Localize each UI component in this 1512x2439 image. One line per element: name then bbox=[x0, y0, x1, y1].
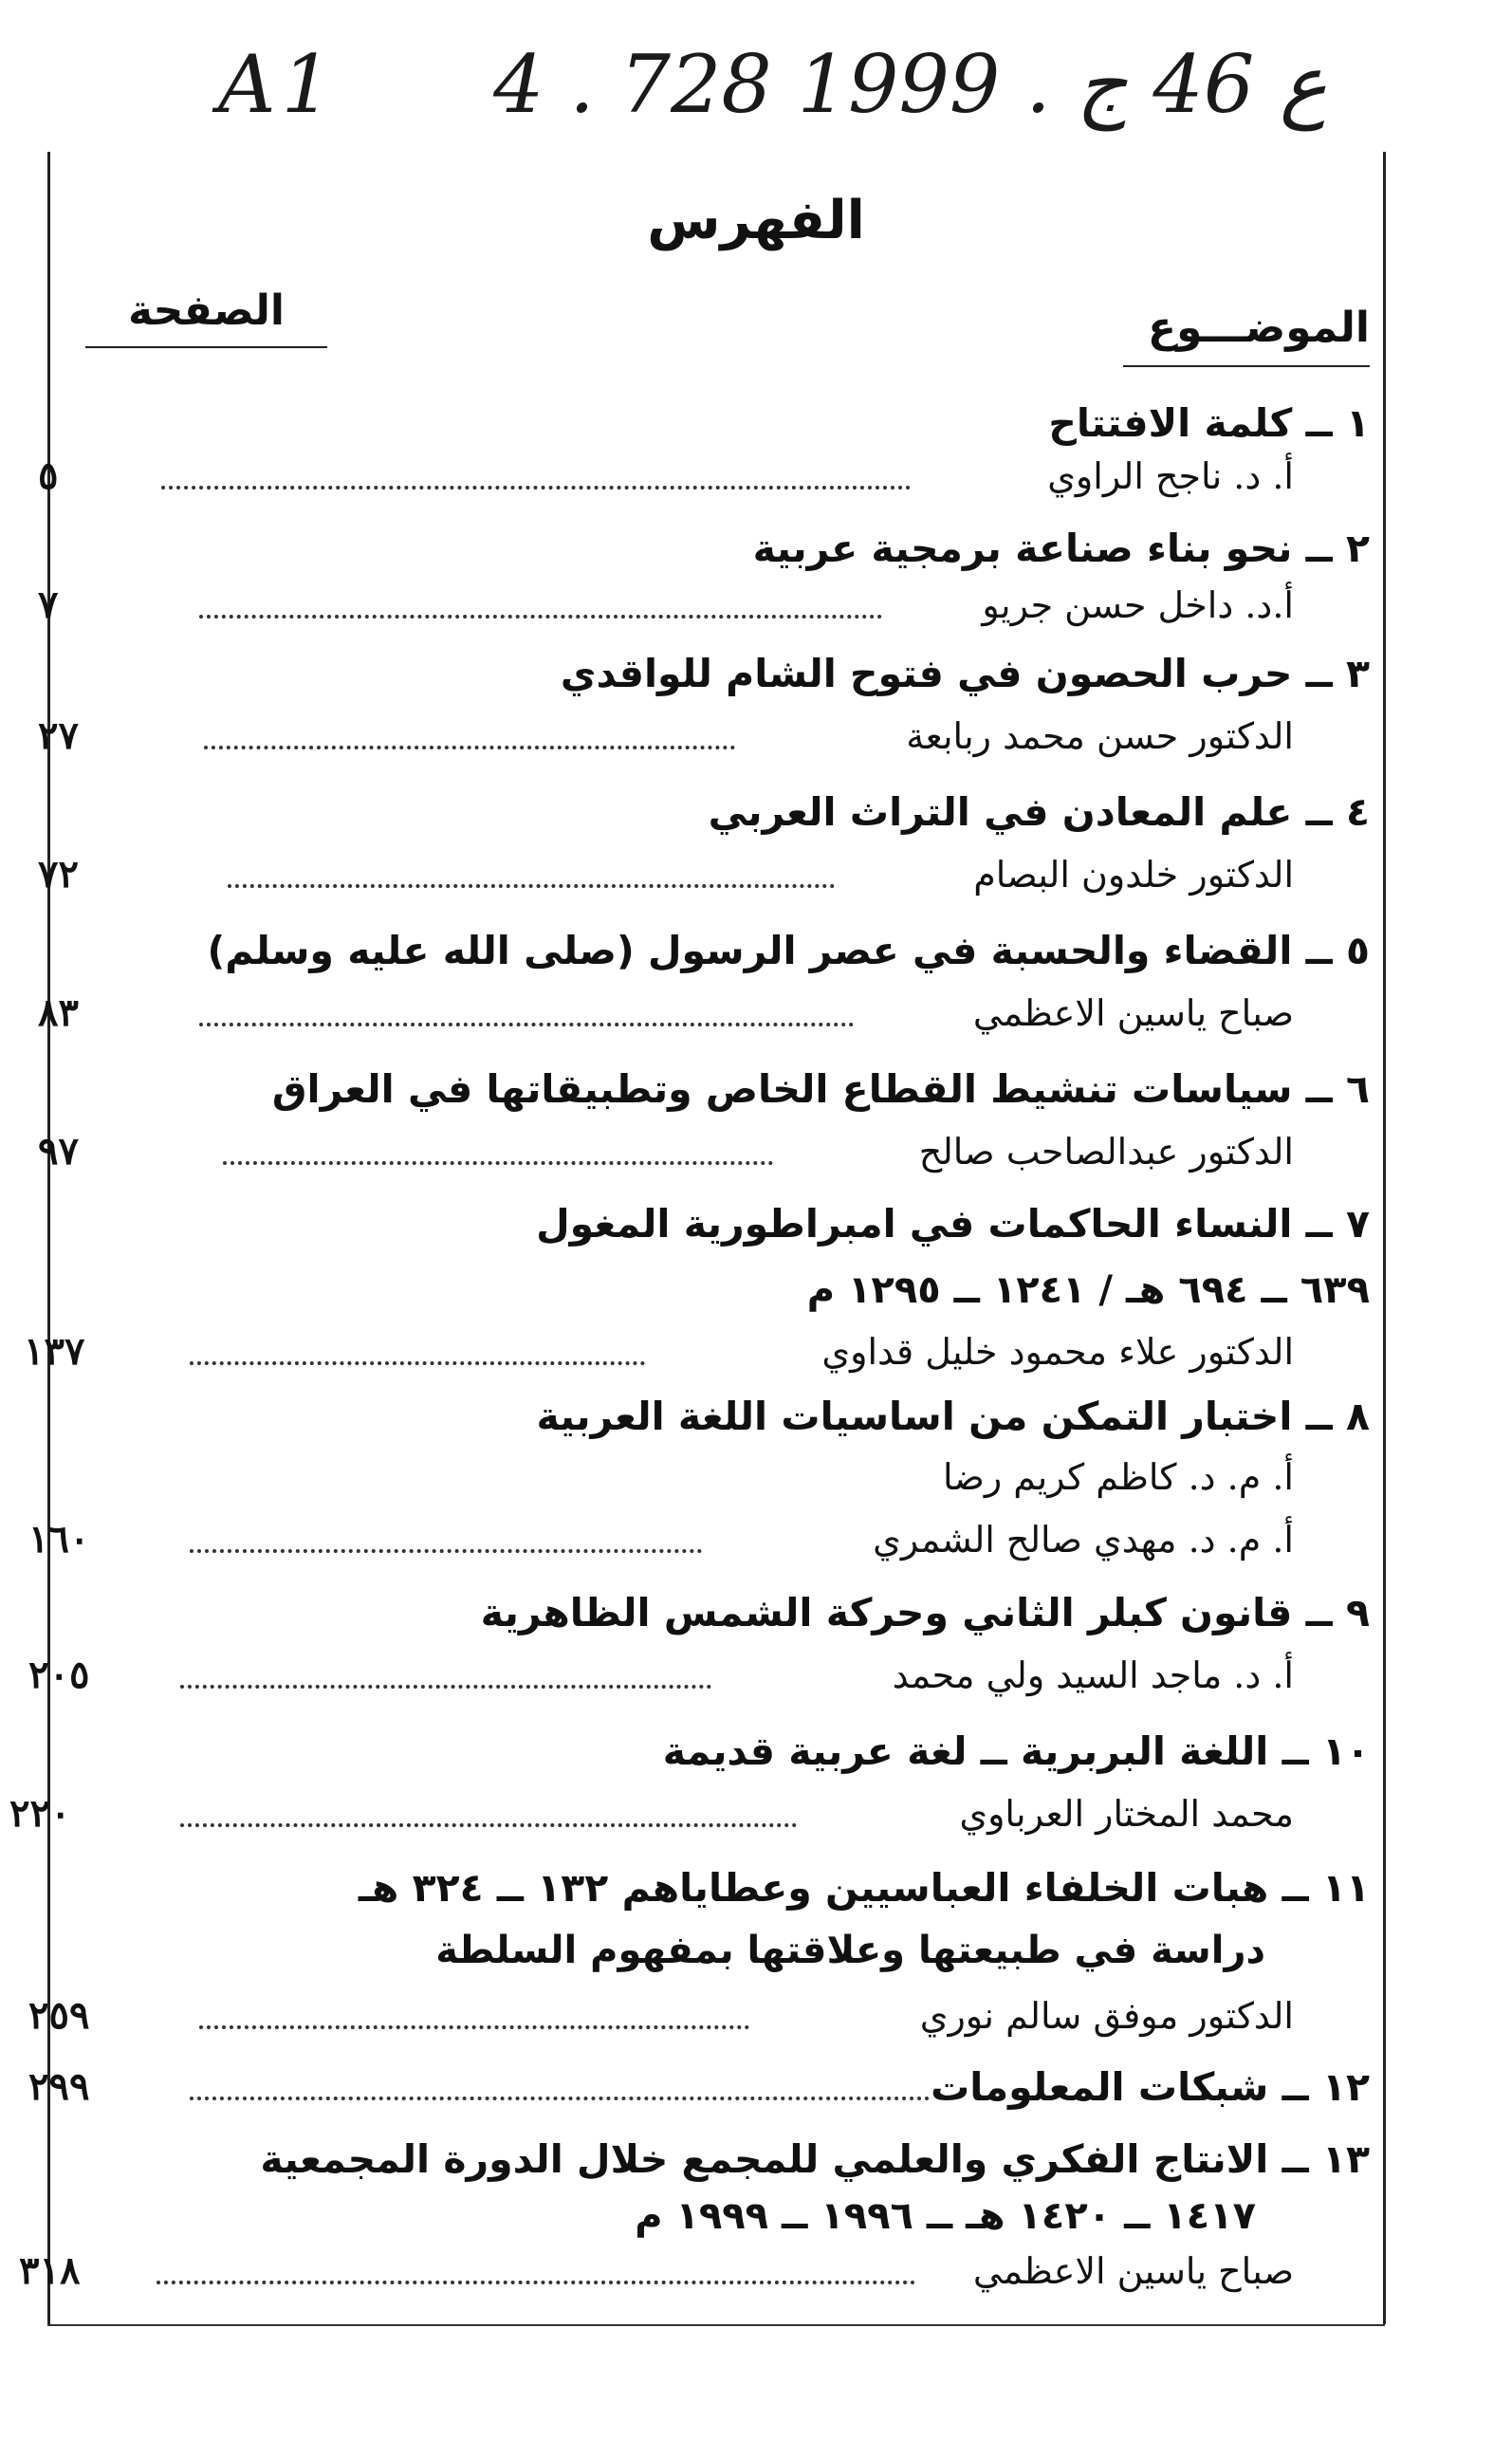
topic-column-header: الموضـــوع bbox=[1123, 304, 1370, 367]
entry-page-number: ٢٧ bbox=[38, 713, 79, 758]
entry-author: أ. م. د. مهدي صالح الشمري bbox=[873, 1519, 1294, 1561]
entry-title: ٥ ــ القضاء والحسبة في عصر الرسول (صلى الله عليه وسلم) bbox=[207, 928, 1370, 973]
entry-author: الدكتور خلدون البصام bbox=[973, 854, 1294, 896]
entry-subtitle: ١٤١٧ ــ ١٤٢٠ هـ ــ ١٩٩٦ ــ ١٩٩٩ م bbox=[635, 2194, 1256, 2238]
entry-author-row bbox=[0, 2060, 1512, 2114]
dot-leader bbox=[180, 1685, 711, 1689]
entry-title: ٣ ــ حرب الحصون في فتوح الشام للواقدي bbox=[560, 651, 1370, 696]
page-title: الفهرس bbox=[647, 190, 865, 251]
toc-entry-9 bbox=[0, 1586, 1512, 1697]
entry-author: صباح ياسين الاعظمي bbox=[972, 2250, 1294, 2292]
entry-page-number: ٢٠٥ bbox=[28, 1653, 90, 1697]
entry-author: الدكتور موفق سالم نوري bbox=[919, 1995, 1294, 2037]
entry-author-row bbox=[0, 579, 1512, 632]
entry-author-row bbox=[0, 1649, 1512, 1702]
toc-entry-12 bbox=[0, 2060, 1512, 2110]
toc-entry-8 bbox=[0, 1390, 1512, 1561]
toc-entry-7 bbox=[0, 1197, 1512, 1374]
entry-subtitle: ٦٣٩ ــ ٦٩٤ هـ / ١٢٤١ ــ ١٢٩٥ م bbox=[806, 1268, 1370, 1312]
entry-page-number: ٥ bbox=[38, 453, 59, 498]
entry-author: أ.د. داخل حسن جريو bbox=[982, 584, 1294, 626]
entry-author-row bbox=[0, 987, 1512, 1040]
entry-author: الدكتور عبدالصاحب صالح bbox=[918, 1131, 1294, 1173]
dot-leader bbox=[190, 1549, 702, 1553]
entry-page-number: ٢٩٩ bbox=[28, 2064, 90, 2109]
handwritten-reference: 4 . ع 46 ج . 1999 728 bbox=[493, 38, 1328, 131]
entry-author-row bbox=[0, 450, 1512, 503]
toc-entry-13 bbox=[0, 2133, 1512, 2293]
entry-author-row bbox=[0, 710, 1512, 763]
entry-title: ١٢ ــ شبكات المعلومات bbox=[931, 2064, 1370, 2110]
toc-entry-3 bbox=[0, 647, 1512, 758]
entry-title: ١ ــ كلمة الافتتاح bbox=[1048, 400, 1370, 446]
entry-title: ٨ ــ اختبار التمكن من اساسيات اللغة العربية bbox=[536, 1394, 1370, 1439]
entry-author: الدكتور حسن محمد ربابعة bbox=[906, 715, 1294, 757]
entry-title: ٧ ــ النساء الحاكمات في امبراطورية المغول bbox=[536, 1201, 1370, 1247]
entry-title: ٦ ــ سياسات تنشيط القطاع الخاص وتطبيقاتها في العراق bbox=[271, 1066, 1370, 1112]
dot-leader bbox=[157, 2281, 915, 2284]
toc-entry-6 bbox=[0, 1062, 1512, 1173]
entry-author-row bbox=[0, 1450, 1512, 1504]
entry-page-number: ٧٢ bbox=[38, 852, 79, 896]
dot-leader bbox=[190, 2097, 930, 2100]
entry-author-row bbox=[0, 1989, 1512, 2042]
page-frame-bottom bbox=[47, 2324, 1385, 2326]
dot-leader bbox=[204, 746, 735, 749]
dot-leader bbox=[161, 486, 911, 490]
entry-page-number: ١٣٧ bbox=[24, 1329, 85, 1374]
entry-author-row bbox=[0, 1787, 1512, 1840]
entry-author-row bbox=[0, 1325, 1512, 1378]
entry-author: صباح ياسين الاعظمي bbox=[972, 992, 1294, 1034]
entry-author-row bbox=[0, 848, 1512, 901]
entry-page-number: ٣١٨ bbox=[19, 2248, 81, 2293]
dot-leader bbox=[190, 1361, 645, 1365]
entry-author: أ. د. ناجح الراوي bbox=[1047, 455, 1294, 497]
dot-leader bbox=[223, 1161, 773, 1165]
entry-page-number: ٧ bbox=[38, 582, 59, 627]
toc-entry-10 bbox=[0, 1725, 1512, 1836]
entry-author: أ. م. د. كاظم كريم رضا bbox=[943, 1456, 1294, 1498]
entry-title: ١١ ــ هبات الخلفاء العباسيين وعطاياهم ١٣٢ ــ ٣٢٤ هـ bbox=[358, 1865, 1370, 1911]
entry-title: ١٠ ــ اللغة البربرية ــ لغة عربية قديمة bbox=[662, 1728, 1370, 1774]
entry-author-row bbox=[0, 1125, 1512, 1178]
entry-page-number: ٨٣ bbox=[38, 990, 79, 1035]
entry-author: محمد المختار العرباوي bbox=[959, 1793, 1294, 1835]
entry-author: أ. د. ماجد السيد ولي محمد bbox=[892, 1654, 1294, 1696]
entry-title: ٤ ــ علم المعادن في التراث العربي bbox=[708, 789, 1370, 835]
entry-page-number: ٩٧ bbox=[38, 1129, 79, 1173]
entry-page-number: ١٦٠ bbox=[28, 1517, 90, 1561]
entry-title: ٢ ــ نحو بناء صناعة برمجية عربية bbox=[752, 526, 1370, 571]
dot-leader bbox=[199, 615, 882, 619]
entry-author-row bbox=[0, 2245, 1512, 2298]
dot-leader bbox=[180, 1823, 797, 1827]
toc-entry-5 bbox=[0, 924, 1512, 1035]
entry-title: ٩ ــ قانون كبلر الثاني وحركة الشمس الظاهرية bbox=[480, 1590, 1370, 1635]
entry-page-number: ٢٥٩ bbox=[28, 1993, 90, 2038]
toc-entry-2 bbox=[0, 522, 1512, 627]
dot-leader bbox=[228, 884, 835, 888]
entry-page-number: ٢٢٠ bbox=[9, 1791, 71, 1836]
page-column-header: الصفحة bbox=[85, 286, 327, 348]
handwritten-code: A1 bbox=[218, 38, 339, 131]
entry-author-row bbox=[0, 1513, 1512, 1566]
entry-subtitle: دراسة في طبيعتها وعلاقتها بمفهوم السلطة bbox=[435, 1929, 1265, 1972]
toc-entry-4 bbox=[0, 785, 1512, 896]
toc-entry-11 bbox=[0, 1861, 1512, 2038]
dot-leader bbox=[199, 2025, 749, 2029]
dot-leader bbox=[199, 1023, 854, 1026]
entry-title: ١٣ ــ الانتاج الفكري والعلمي للمجمع خلال الدورة المجمعية bbox=[260, 2136, 1370, 2182]
entry-author: الدكتور علاء محمود خليل قداوي bbox=[821, 1331, 1294, 1373]
